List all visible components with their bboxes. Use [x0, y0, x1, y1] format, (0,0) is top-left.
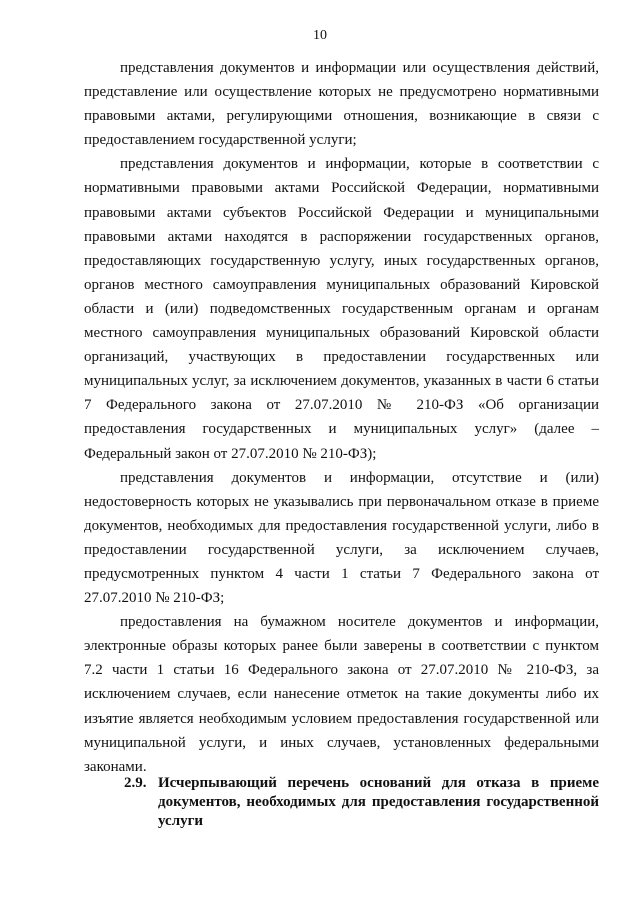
section-title: Исчерпывающий перечень оснований для отказа в приеме документов, необходимых для предоставления государственной услуги [158, 775, 599, 829]
section-heading [124, 774, 599, 831]
paragraph-2: представления документов и информации, которые в соответствии с нормативными правовыми актами Российской Федерации, нормативными правовыми актами субъектов Российской Федерации и муниципальными правовыми актами находятся в распоряжении государственных органов, предоставляющих государственную услугу, иных государственных органов, органов местного самоуправления муниципальных образований Кировской области и (или) подведомственных государственным органам и органам местного самоуправления муниципальных образований Кировской области организаций, участвующих в предоставлении государственных или муниципальных услуг, за исключением документов, указанных в части 6 статьи 7 Федерального закона от 27.07.2010 № 210-ФЗ «Об организации предоставления государственных и муниципальных услуг» (далее – Федеральный закон от 27.07.2010 № 210-ФЗ); [84, 156, 599, 462]
page-number: 10 [313, 28, 327, 43]
paragraph-1: представления документов и информации или осуществления действий, представление или осуществление которых не предусмотрено нормативными правовыми актами, регулирующими отношения, возникающие в связи с предоставлением государственной услуги; [84, 60, 599, 149]
paragraph-4: предоставления на бумажном носителе документов и информации, электронные образы которых ранее были заверены в соответствии с пунктом 7.2 части 1 статьи 16 Федерального закона от 27.07.2010 № 210-ФЗ, за исключением случаев, если нанесение отметок на такие документы либо их изъятие является необходимым условием предоставления государственной или муниципальной услуги, и иных случаев, установленных федеральными законами. [84, 614, 599, 775]
document-body [84, 56, 599, 779]
section-number: 2.9. [124, 775, 147, 791]
paragraph-3: представления документов и информации, отсутствие и (или) недостоверность которых не указывались при первоначальном отказе в приеме документов, необходимых для предоставления государственной услуги, либо в предоставлении государственной услуги, за исключением случаев, предусмотренных пунктом 4 части 1 статьи 7 Федерального закона от 27.07.2010 № 210-ФЗ; [84, 469, 599, 607]
